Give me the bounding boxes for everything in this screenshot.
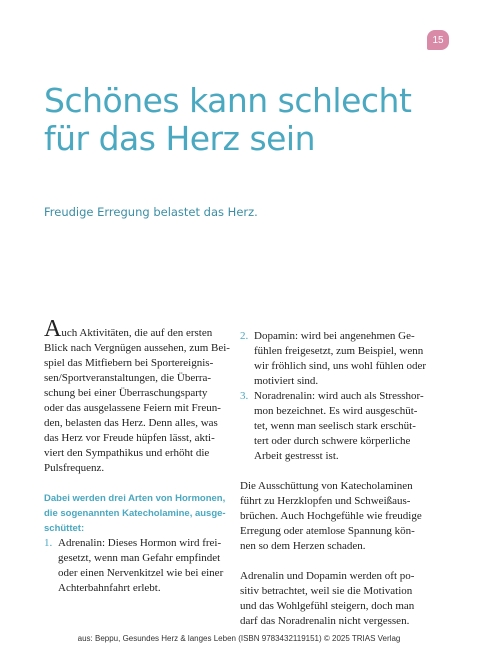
list-number: 3. (240, 390, 249, 402)
text-line: tet, wenn man seelisch stark erschüt- (254, 420, 416, 432)
text-line: motiviert sind. (254, 375, 319, 387)
list-item (44, 536, 230, 596)
body-paragraph (240, 479, 440, 554)
page-title (44, 82, 444, 158)
list-item (240, 329, 440, 389)
body-paragraph (240, 569, 440, 629)
text-line: oder einen Nervenkitzel wie bei einer (58, 567, 224, 579)
text-line: Adrenalin: Dieses Hormon wird frei- (58, 537, 222, 549)
text-line: Arbeit gestresst ist. (254, 450, 339, 462)
right-column (240, 329, 440, 629)
source-footer: aus: Beppu, Gesundes Herz & langes Leben (ISBN 9783432119151) © 2025 TRIAS Verlag (77, 634, 401, 643)
text-line: und das Wohlgefühl steigern, doch man (240, 600, 415, 612)
text-line: tert oder durch schwere körperliche (254, 435, 411, 447)
intro-paragraph (44, 316, 230, 476)
text-line: Achterbahnfahrt erlebt. (58, 582, 161, 594)
text-line: fühlen freigesetzt, zum Beispiel, wenn (254, 345, 424, 357)
text-line: den, belasten das Herz. Denn alles, was (44, 417, 218, 429)
text-line: Erregung oder atemlose Spannung kön- (240, 525, 415, 537)
left-column (44, 316, 230, 596)
subtitle: Freudige Erregung belastet das Herz. (44, 205, 258, 219)
text-line: Dopamin: wird bei angenehmen Ge- (254, 330, 415, 342)
list-item (240, 389, 440, 464)
list-number: 2. (240, 330, 249, 342)
text-line: viert den Sympathikus und erhöht die (44, 447, 210, 459)
list-number: 1. (44, 537, 53, 549)
text-line: uch Aktivitäten, die auf den ersten (61, 327, 213, 339)
text-line: schüttet: (44, 523, 85, 534)
text-line: Adrenalin und Dopamin werden oft po- (240, 570, 415, 582)
text-line: führt zu Herzklopfen und Schweißaus- (240, 495, 411, 507)
text-line: oder das ausgelassene Feiern mit Freun- (44, 402, 221, 414)
text-line: brüchen. Auch Hochgefühle wie freudige (240, 510, 422, 522)
title-line: Schönes kann schlecht (44, 81, 412, 120)
text-line: gesetzt, wenn man Gefahr empfindet (58, 552, 221, 564)
text-line: darf das Noradrenalin nicht vergessen. (240, 615, 410, 627)
drop-cap: A (44, 316, 62, 342)
text-line: die sogenannten Katecholamine, ausge- (44, 508, 226, 519)
text-line: Noradrenalin: wird auch als Stresshor- (254, 390, 424, 402)
text-line: spiel das Mitfiebern bei Sportereignis- (44, 357, 214, 369)
page-number-badge: 15 (427, 30, 449, 50)
text-line: sitiv betrachtet, weil sie die Motivation (240, 585, 413, 597)
text-line: Dabei werden drei Arten von Hormonen, (44, 493, 226, 504)
text-line: das Herz vor Freude hüpfen lässt, akti- (44, 432, 215, 444)
text-line: wir fröhlich sind, uns wohl fühlen oder (254, 360, 426, 372)
text-line: sen/Sportveranstaltungen, die Überra- (44, 372, 212, 384)
text-line: schung bei einer Überraschungsparty (44, 387, 208, 399)
text-line: Die Ausschüttung von Katecholaminen (240, 480, 413, 492)
title-line: für das Herz sein (44, 119, 316, 158)
text-line: Pulsfrequenz. (44, 462, 105, 474)
text-line: Blick nach Vergnügen aussehen, zum Bei- (44, 342, 230, 354)
highlight-heading (44, 491, 230, 536)
text-line: mon bezeichnet. Es wird ausgeschüt- (254, 405, 418, 417)
text-line: nen so dem Herzen schaden. (240, 540, 366, 552)
